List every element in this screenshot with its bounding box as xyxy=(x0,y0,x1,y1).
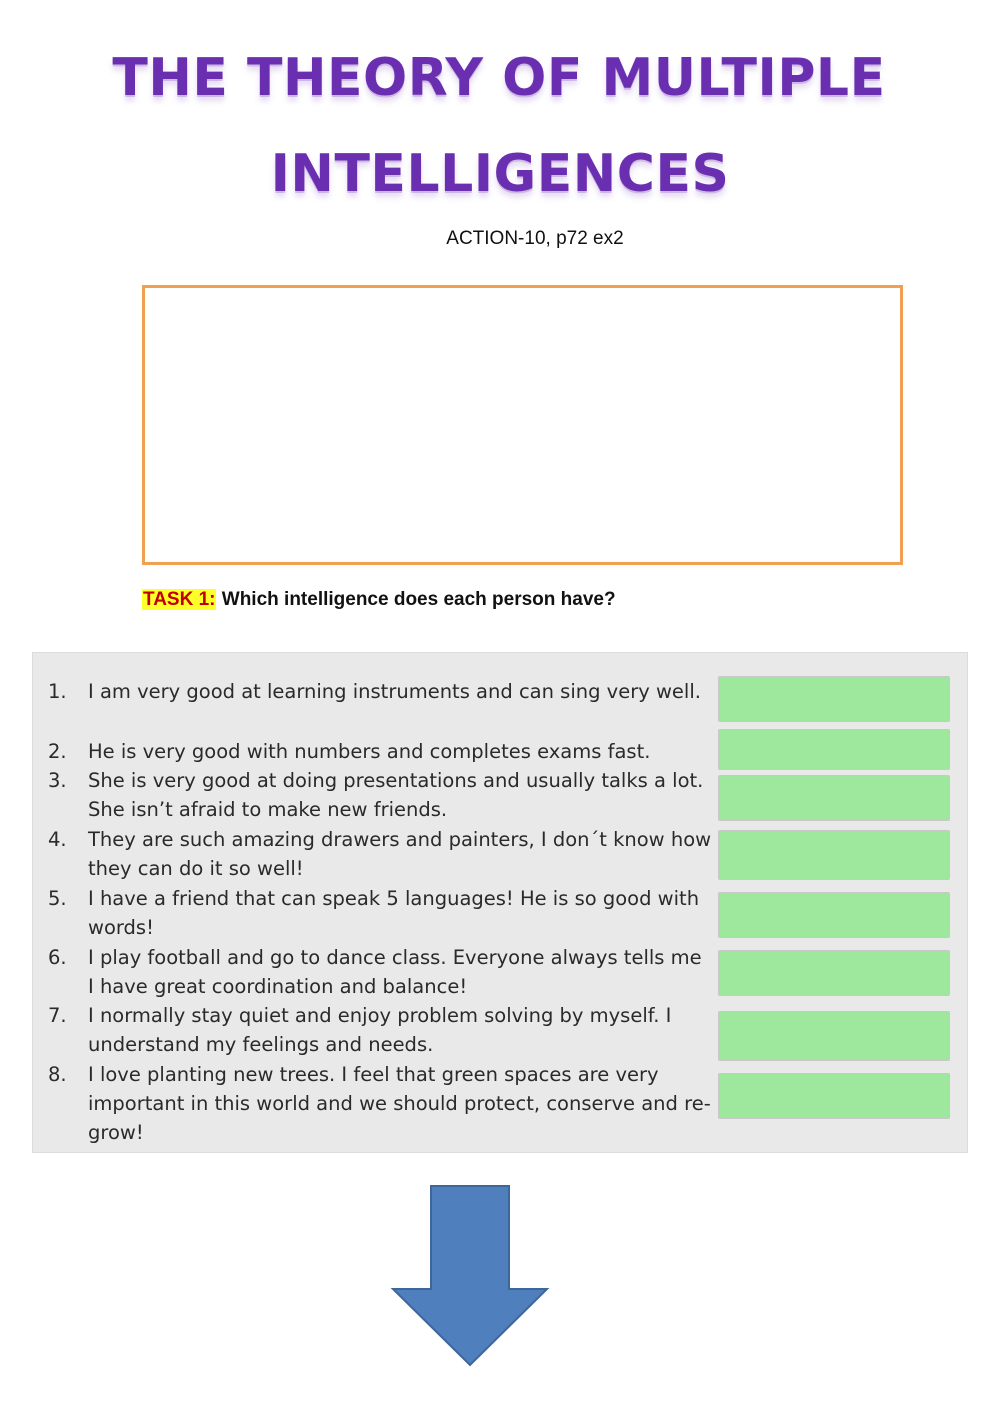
item-number: 2. xyxy=(48,740,67,763)
item-text: She is very good at doing presentations and usually talks a lot. She isn’t afraid to make new friends. xyxy=(88,769,704,821)
item-text: I love planting new trees. I feel that green spaces are very important in this world and we should protect, conserve and re-grow! xyxy=(88,1063,711,1144)
task-label: TASK 1: xyxy=(143,589,216,610)
list-item xyxy=(48,943,713,1001)
answer-box-1[interactable] xyxy=(718,676,950,722)
title-line-1: THE THEORY OF MULTIPLE xyxy=(112,48,886,108)
list-item xyxy=(48,766,713,824)
answer-box-3[interactable] xyxy=(718,775,950,821)
list-item xyxy=(48,1060,713,1147)
item-text: They are such amazing drawers and painters, I don´t know how they can do it so well! xyxy=(88,828,712,880)
answer-box-4[interactable] xyxy=(718,830,950,880)
item-number: 5. xyxy=(48,887,67,910)
down-arrow-icon xyxy=(390,1184,550,1368)
title-line-2: INTELLIGENCES xyxy=(270,144,730,204)
item-number: 6. xyxy=(48,946,67,969)
page-title xyxy=(0,30,1000,222)
item-number: 7. xyxy=(48,1004,67,1027)
item-text: I am very good at learning instruments and can sing very well. xyxy=(88,680,701,703)
item-number: 1. xyxy=(48,680,67,703)
list-item xyxy=(48,884,713,942)
list-item xyxy=(48,1001,713,1059)
item-number: 4. xyxy=(48,828,67,851)
list-item xyxy=(48,677,713,706)
item-text: I have a friend that can speak 5 languages! He is so good with words! xyxy=(88,887,700,939)
answer-box-2[interactable] xyxy=(718,729,950,770)
media-box xyxy=(142,285,903,565)
answer-box-5[interactable] xyxy=(718,892,950,938)
item-text: I normally stay quiet and enjoy problem solving by myself. I understand my feelings and needs. xyxy=(88,1004,672,1056)
subtitle: ACTION-10, p72 ex2 xyxy=(446,228,624,249)
answer-box-8[interactable] xyxy=(718,1073,950,1119)
task-heading xyxy=(142,589,616,611)
item-number: 8. xyxy=(48,1063,67,1086)
task-question: Which intelligence does each person have? xyxy=(221,589,616,610)
item-text: I play football and go to dance class. Everyone always tells me I have great coordination and balance! xyxy=(88,946,702,998)
exercise-panel xyxy=(32,652,968,1153)
item-number: 3. xyxy=(48,769,67,792)
answer-box-6[interactable] xyxy=(718,950,950,996)
list-item xyxy=(48,737,713,766)
item-text: He is very good with numbers and completes exams fast. xyxy=(88,740,651,763)
list-item xyxy=(48,825,713,883)
answer-box-7[interactable] xyxy=(718,1011,950,1061)
